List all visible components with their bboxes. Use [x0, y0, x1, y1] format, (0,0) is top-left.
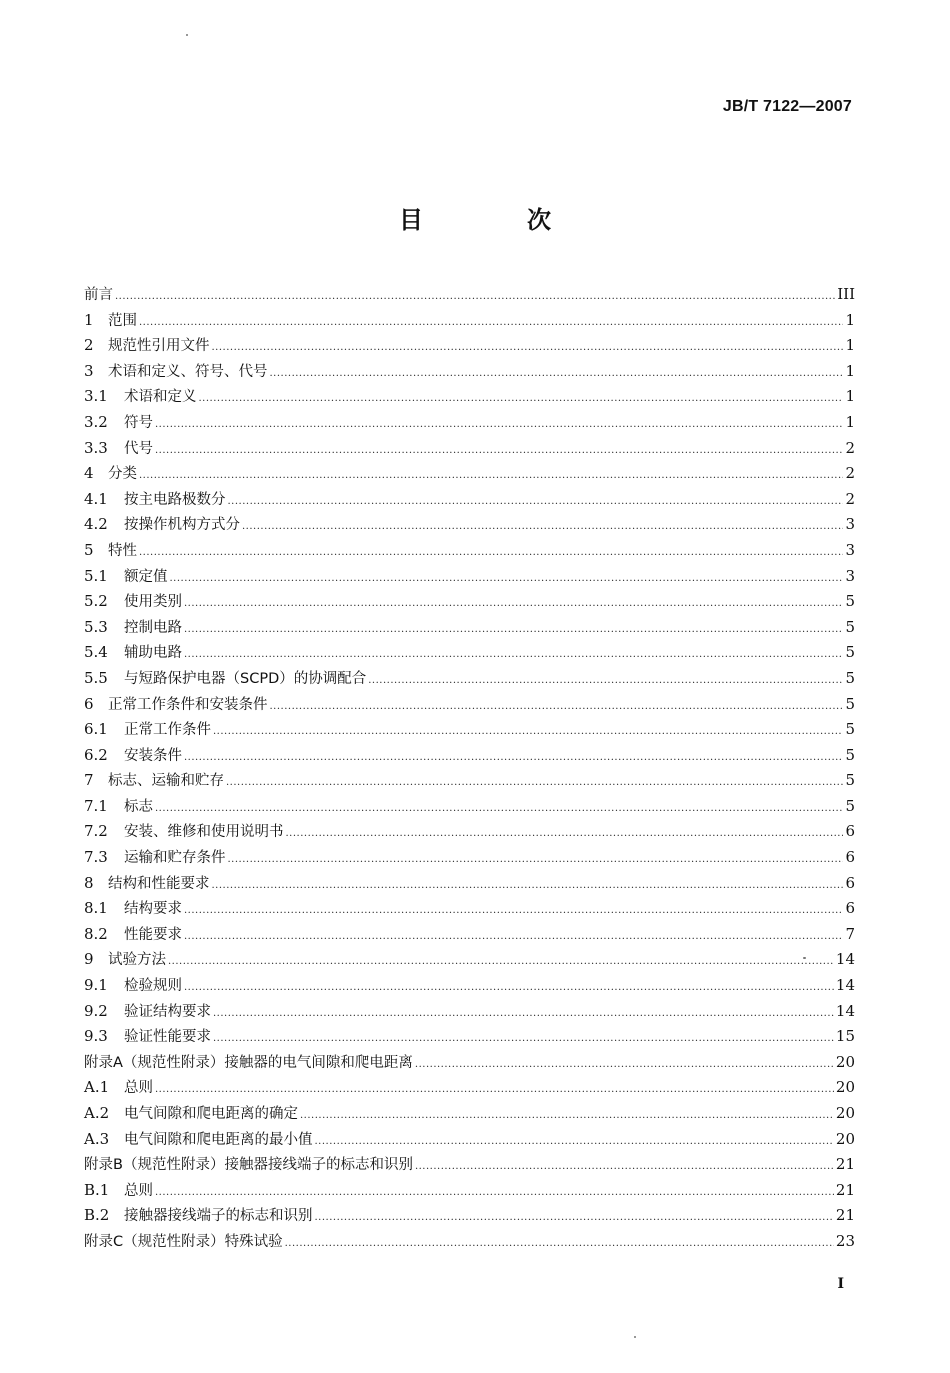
toc-dot-leader: [155, 438, 843, 464]
toc-dot-leader: [184, 745, 843, 771]
toc-entry-label: 安装条件: [124, 747, 182, 764]
toc-entry-page: 5: [845, 720, 855, 739]
toc-dot-leader: [155, 796, 843, 822]
scan-speck: [186, 34, 188, 36]
toc-entry[interactable]: [84, 538, 855, 564]
toc-entry-page: 5: [845, 694, 855, 713]
toc-entry-page: 1: [845, 310, 855, 329]
toc-entry-number: 1: [84, 310, 94, 329]
toc-entry-label: 运输和贮存条件: [124, 850, 226, 867]
toc-entry-number: 8.2: [84, 924, 108, 943]
toc-entry-number: 7.3: [84, 848, 108, 867]
toc-entry-label: 范围: [108, 312, 137, 329]
toc-entry-page: 3: [845, 540, 855, 559]
toc-entry-label: 检验规则: [124, 978, 182, 995]
scan-speck: [634, 1336, 636, 1338]
toc-entry-label: 验证结构要求: [124, 1003, 211, 1020]
toc-entry-label: 术语和定义: [124, 389, 197, 406]
toc-entry-page: 21: [835, 1180, 855, 1199]
toc-entry[interactable]: [84, 487, 855, 513]
toc-entry-number: 4: [84, 464, 94, 483]
toc-entry[interactable]: [84, 768, 855, 794]
toc-entry-page: 5: [845, 617, 855, 636]
toc-entry-number: B.2: [84, 1206, 110, 1225]
toc-entry-page: 20: [835, 1078, 855, 1097]
toc-dot-leader: [168, 949, 834, 975]
toc-dot-leader: [184, 975, 834, 1001]
toc-entry-label: 总则: [124, 1080, 153, 1097]
toc-entry-page: 20: [835, 1129, 855, 1148]
toc-entry-page: 3: [845, 566, 855, 585]
toc-entry[interactable]: [84, 896, 855, 922]
toc-entry-number: 5.3: [84, 617, 108, 636]
toc-dot-leader: [213, 719, 843, 745]
toc-entry[interactable]: [84, 845, 855, 871]
toc-entry-label: 附录B（规范性附录）接触器接线端子的标志和识别: [84, 1157, 413, 1174]
toc-entry-label: 辅助电路: [124, 645, 182, 662]
toc-entry-label: 结构要求: [124, 901, 182, 918]
toc-entry-number: 7: [84, 771, 94, 790]
toc-dot-leader: [139, 540, 843, 566]
toc-entry-number: 5: [84, 540, 94, 559]
toc-entry-label: 电气间隙和爬电距离的最小值: [124, 1131, 313, 1148]
toc-entry[interactable]: [84, 359, 855, 385]
toc-entry-label: 附录A（规范性附录）接触器的电气间隙和爬电距离: [84, 1054, 413, 1071]
toc-entry[interactable]: [84, 615, 855, 641]
toc-entry-number: 9.2: [84, 1001, 108, 1020]
toc-dot-leader: [139, 463, 843, 489]
toc-entry-label: 术语和定义、符号、代号: [108, 363, 268, 380]
toc-entry-number: 6.1: [84, 720, 108, 739]
toc-entry[interactable]: [84, 1050, 855, 1076]
toc-entry-label: 性能要求: [124, 926, 182, 943]
toc-dot-leader: [184, 591, 843, 617]
toc-entry[interactable]: [84, 794, 855, 820]
toc-entry[interactable]: [84, 589, 855, 615]
toc-entry-page: 5: [845, 592, 855, 611]
toc-entry[interactable]: [84, 640, 855, 666]
toc-entry-number: 4.2: [84, 515, 108, 534]
toc-entry[interactable]: [84, 717, 855, 743]
toc-entry-number: 7.2: [84, 822, 108, 841]
toc-dot-leader: [212, 335, 844, 361]
toc-entry-label: 规范性引用文件: [108, 338, 210, 355]
toc-entry-page: 2: [845, 489, 855, 508]
toc-entry-label: 接触器接线端子的标志和识别: [124, 1208, 313, 1225]
toc-entry[interactable]: [84, 1101, 855, 1127]
toc-entry-page: 1: [845, 412, 855, 431]
toc-entry-number: 9.3: [84, 1027, 108, 1046]
toc-entry-page: 21: [835, 1155, 855, 1174]
toc-entry[interactable]: [84, 308, 855, 334]
toc-entry-label: 符号: [124, 414, 153, 431]
toc-entry-page: 5: [845, 771, 855, 790]
toc-entry-label: 标志、运输和贮存: [108, 773, 224, 790]
toc-entry-page: 7: [845, 924, 855, 943]
toc-dot-leader: [415, 1154, 834, 1180]
toc-entry-label: 附录C（规范性附录）特殊试验: [84, 1233, 283, 1250]
toc-entry-page: 2: [845, 464, 855, 483]
toc-dot-leader: [300, 1103, 834, 1129]
toc-entry-label: 使用类别: [124, 594, 182, 611]
toc-entry-label: 正常工作条件: [124, 722, 211, 739]
toc-entry[interactable]: [84, 1075, 855, 1101]
toc-entry-label: 安装、维修和使用说明书: [124, 824, 284, 841]
toc-dot-leader: [184, 898, 843, 924]
toc-entry-number: 2: [84, 336, 94, 355]
table-of-contents: [84, 282, 855, 1255]
toc-entry-number: 3.2: [84, 412, 108, 431]
toc-entry[interactable]: [84, 1203, 855, 1229]
toc-entry[interactable]: [84, 666, 855, 692]
toc-dot-leader: [226, 770, 843, 796]
toc-entry-label: 电气间隙和爬电距离的确定: [124, 1106, 298, 1122]
toc-entry[interactable]: [84, 692, 855, 718]
toc-dot-leader: [155, 1077, 834, 1103]
toc-entry-label: 试验方法: [108, 952, 166, 969]
toc-dot-leader: [315, 1129, 834, 1155]
toc-dot-leader: [242, 514, 843, 540]
toc-entry-number: A.1: [84, 1078, 110, 1097]
toc-entry[interactable]: [84, 1152, 855, 1178]
toc-entry-page: 1: [845, 336, 855, 355]
toc-entry-label: 验证性能要求: [124, 1029, 211, 1046]
toc-entry-label: 结构和性能要求: [108, 875, 210, 892]
toc-entry-page: 14: [835, 1001, 855, 1020]
toc-dot-leader: [213, 1001, 834, 1027]
toc-entry-page: 1: [845, 361, 855, 380]
toc-entry[interactable]: [84, 1178, 855, 1204]
toc-dot-leader: [184, 924, 843, 950]
toc-entry-label: 与短路保护电器（SCPD）的协调配合: [124, 670, 367, 687]
toc-dot-leader: [155, 1180, 834, 1206]
toc-entry-page: 6: [845, 822, 855, 841]
toc-dot-leader: [228, 489, 844, 515]
toc-entry[interactable]: [84, 947, 855, 973]
toc-entry-number: 8: [84, 873, 94, 892]
toc-entry[interactable]: [84, 564, 855, 590]
toc-entry[interactable]: [84, 1024, 855, 1050]
toc-entry-number: 6.2: [84, 745, 108, 764]
toc-entry-page: 23: [835, 1231, 855, 1250]
toc-entry-number: A.2: [84, 1104, 110, 1122]
toc-entry-page: 5: [845, 745, 855, 764]
toc-entry-label: 总则: [124, 1182, 153, 1199]
toc-dot-leader: [184, 642, 843, 668]
toc-entry-page: 5: [845, 796, 855, 815]
toc-entry-page: 15: [835, 1027, 855, 1046]
toc-entry-page: III: [837, 285, 855, 303]
toc-entry-number: 3.3: [84, 438, 108, 457]
toc-entry-number: 8.1: [84, 899, 108, 918]
toc-entry-page: 6: [845, 899, 855, 918]
toc-dot-leader: [212, 873, 844, 899]
toc-entry-page: 3: [845, 515, 855, 534]
toc-entry[interactable]: [84, 410, 855, 436]
toc-entry-number: A.3: [84, 1129, 110, 1148]
toc-entry-label: 按主电路极数分: [124, 491, 226, 508]
toc-dot-leader: [415, 1052, 834, 1078]
toc-dot-leader: [139, 310, 843, 336]
toc-entry-page: 1: [845, 387, 855, 406]
toc-entry[interactable]: [84, 1229, 855, 1255]
toc-entry-page: 21: [835, 1206, 855, 1225]
document-code: JB/T 7122—2007: [722, 98, 852, 115]
toc-entry-number: B.1: [84, 1180, 110, 1199]
toc-entry[interactable]: [84, 819, 855, 845]
toc-entry-label: 正常工作条件和安装条件: [108, 696, 268, 713]
toc-dot-leader: [315, 1205, 834, 1231]
toc-entry-number: 9.1: [84, 976, 108, 995]
toc-entry[interactable]: [84, 436, 855, 462]
toc-entry-number: 6: [84, 694, 94, 713]
toc-entry[interactable]: [84, 743, 855, 769]
toc-entry-number: 5.4: [84, 643, 108, 662]
toc-entry-label: 标志: [124, 798, 153, 815]
toc-dot-leader: [285, 1231, 834, 1257]
toc-entry-page: 6: [845, 873, 855, 892]
toc-entry-page: 6: [845, 848, 855, 867]
toc-entry[interactable]: [84, 512, 855, 538]
toc-entry[interactable]: [84, 973, 855, 999]
toc-entry[interactable]: [84, 282, 855, 308]
toc-entry-number: 3: [84, 361, 94, 380]
toc-entry-label: 按操作机构方式分: [124, 517, 240, 534]
scan-speck: [803, 957, 806, 959]
toc-entry-page: 20: [835, 1052, 855, 1071]
toc-entry[interactable]: [84, 871, 855, 897]
toc-dot-leader: [213, 1026, 834, 1052]
toc-dot-leader: [184, 617, 843, 643]
toc-entry[interactable]: [84, 999, 855, 1025]
toc-entry-label: 前言: [84, 287, 113, 303]
toc-dot-leader: [155, 412, 843, 438]
toc-entry-label: 控制电路: [124, 619, 182, 636]
toc-entry-label: 分类: [108, 466, 137, 483]
toc-entry[interactable]: [84, 461, 855, 487]
toc-dot-leader: [270, 361, 844, 387]
toc-entry-page: 14: [835, 950, 855, 969]
toc-dot-leader: [286, 821, 844, 847]
toc-entry[interactable]: [84, 1127, 855, 1153]
toc-entry-number: 3.1: [84, 387, 108, 406]
toc-entry-page: 5: [845, 668, 855, 687]
toc-entry-label: 特性: [108, 542, 137, 559]
toc-entry[interactable]: [84, 333, 855, 359]
toc-dot-leader: [368, 668, 843, 694]
toc-entry-page: 14: [835, 976, 855, 995]
toc-entry-label: 代号: [124, 440, 153, 457]
toc-entry-number: 7.1: [84, 796, 108, 815]
toc-entry[interactable]: [84, 922, 855, 948]
toc-dot-leader: [228, 847, 844, 873]
toc-entry-number: 4.1: [84, 489, 108, 508]
toc-dot-leader: [199, 386, 844, 412]
toc-dot-leader: [270, 694, 844, 720]
toc-entry-number: 5.5: [84, 668, 108, 687]
toc-entry-page: 5: [845, 643, 855, 662]
toc-title: 目 次: [399, 206, 591, 234]
toc-entry-number: 5.1: [84, 566, 108, 585]
toc-entry-page: 20: [835, 1104, 855, 1122]
toc-entry-number: 5.2: [84, 592, 108, 611]
toc-dot-leader: [170, 566, 844, 592]
toc-entry-number: 9: [84, 950, 94, 969]
toc-entry[interactable]: [84, 384, 855, 410]
toc-entry-page: 2: [845, 438, 855, 457]
page-number: I: [837, 1276, 844, 1292]
toc-dot-leader: [115, 284, 835, 310]
toc-entry-label: 额定值: [124, 568, 168, 585]
